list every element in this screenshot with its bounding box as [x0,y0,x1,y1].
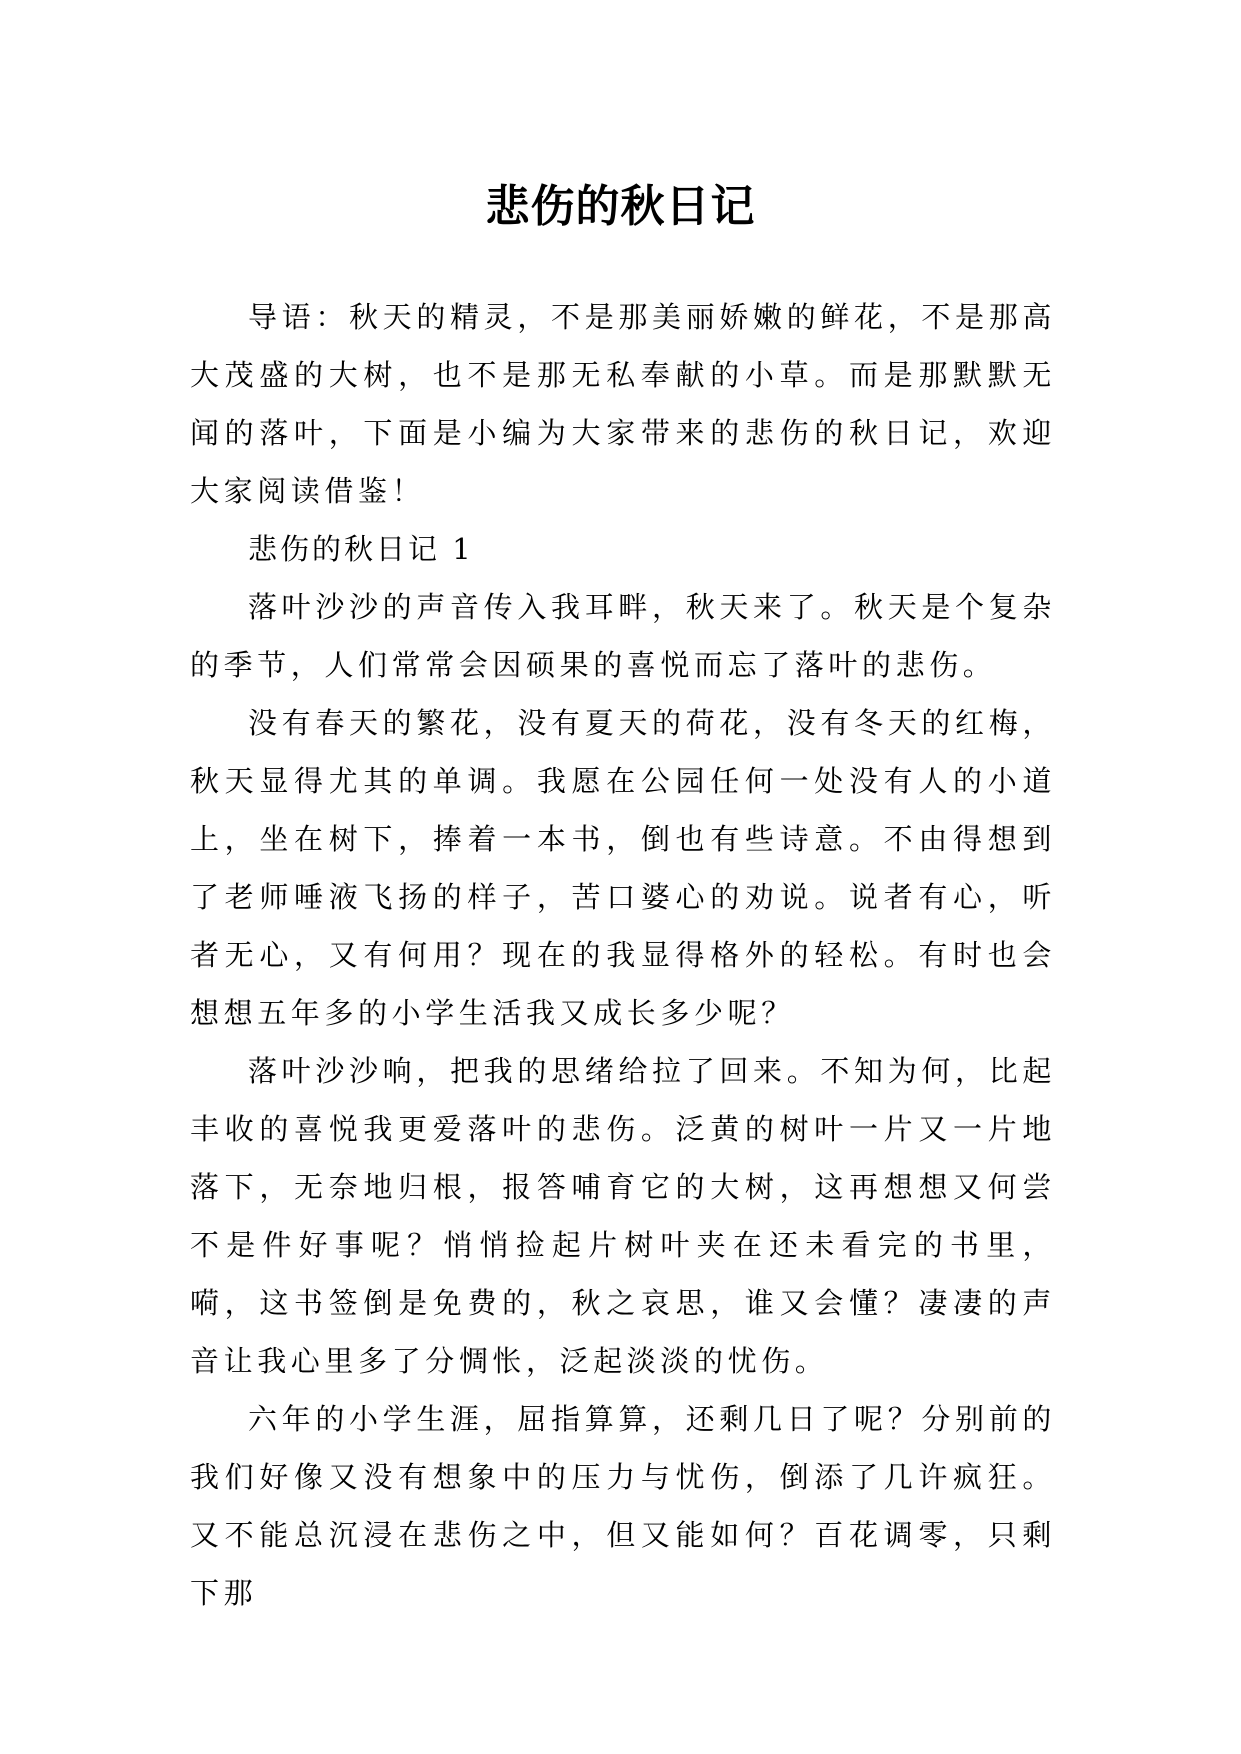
document-body [190,288,1056,1622]
intro-paragraph: 导语：秋天的精灵，不是那美丽娇嫩的鲜花，不是那高大茂盛的大树，也不是那无私奉献的小草。而是那默默无闻的落叶，下面是小编为大家带来的悲伤的秋日记，欢迎大家阅读借鉴！ [190,300,1056,508]
body-paragraph: 没有春天的繁花，没有夏天的荷花，没有冬天的红梅，秋天显得尤其的单调。我愿在公园任何一处没有人的小道上，坐在树下，捧着一本书，倒也有些诗意。不由得想到了老师唾液飞扬的样子，苦口婆心的劝说。说者有心，听者无心，又有何用？现在的我显得格外的轻松。有时也会想想五年多的小学生活我又成长多少呢？ [190,706,1056,1030]
body-paragraph: 六年的小学生涯，屈指算算，还剩几日了呢？分别前的我们好像又没有想象中的压力与忧伤，倒添了几许疯狂。又不能总沉浸在悲伤之中，但又能如何？百花调零，只剩下那 [190,1402,1056,1610]
body-paragraph: 落叶沙沙的声音传入我耳畔，秋天来了。秋天是个复杂的季节，人们常常会因硕果的喜悦而忘了落叶的悲伤。 [190,590,1056,682]
body-paragraph: 落叶沙沙响，把我的思绪给拉了回来。不知为何，比起丰收的喜悦我更爱落叶的悲伤。泛黄的树叶一片又一片地落下，无奈地归根，报答哺育它的大树，这再想想又何尝不是件好事呢？悄悄捡起片树叶夹在还未看完的书里，嗬，这书签倒是免费的，秋之哀思，谁又会懂？凄凄的声音让我心里多了分惆怅，泛起淡淡的忧伤。 [190,1054,1056,1378]
page-title: 悲伤的秋日记 [485,181,756,233]
section-heading: 悲伤的秋日记 1 [248,532,474,566]
